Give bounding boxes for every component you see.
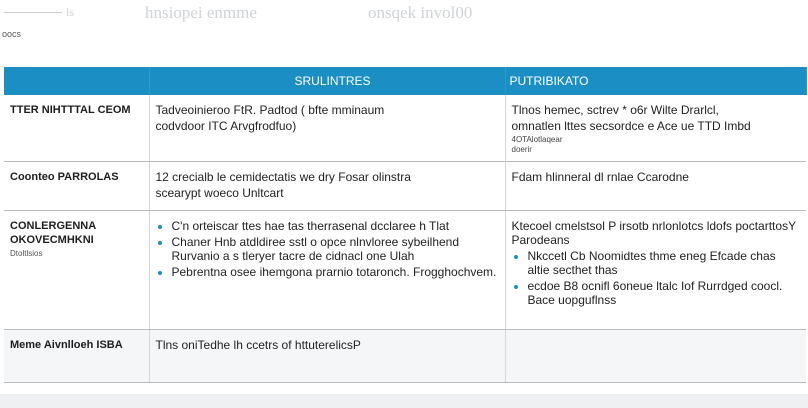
row-label: TTER NIHTTTAL CEOM [4, 95, 149, 162]
list-item: • Pebrentna osee ihemgona prarnio totaronch. Frogghochvem. [172, 265, 499, 279]
table-cell [149, 162, 505, 211]
table-row [4, 95, 806, 162]
table-cell [505, 330, 806, 383]
cell-note: doerir [511, 145, 532, 154]
row-label: Coonteo PARROLAS [4, 162, 149, 211]
table-row [4, 330, 806, 383]
row-sublabel: Dtoltlsios [10, 249, 43, 258]
table-cell [149, 211, 505, 330]
footer-band [0, 394, 808, 408]
table-cell [505, 95, 806, 162]
row-label: Meme Aivnlloeh ISBA [4, 330, 149, 383]
row-label-cell [4, 211, 149, 330]
list-item: • Nkccetl Cb Noomidtes thme eneg Efcade chas altie secthet thas [528, 249, 801, 277]
header-fragment: onsqek invol00 [368, 3, 473, 22]
list-item: • Chaner Hnb atdldiree sstl o opce nlnvloree sybeilhend Rurvanio a s tleryer tacre de cidnacl one Ulah [172, 235, 499, 263]
cell-text: Tadveoinieroo FtR. Padtod ( bfte mminaum [155, 103, 385, 117]
comparison-table [4, 67, 807, 383]
table-header-row [4, 67, 806, 95]
list-item: • ecdoe B8 ocnifl 6oneue ltalc Iof Rurrdged coocl. Bace uopguflnss [528, 279, 801, 307]
table-row [4, 211, 806, 330]
bullet-list [512, 249, 801, 307]
table-cell [505, 162, 806, 211]
cell-text: Fdam hlinneral dl rnlae Ccarodne [511, 170, 689, 184]
cell-text: Tlns oniTedhe lh ccetrs of httuterelicsP [155, 338, 361, 352]
table-cell [505, 211, 806, 330]
column-header: PUTRIBIKATO [505, 67, 806, 95]
cell-text: 12 crecialb le cemidectatis we dry Fosar olinstra [155, 170, 411, 184]
cell-note: 4OTAlotlaqear [511, 135, 563, 144]
cell-text: omnatlen lttes secsordce e Ace ue TTD Imbd [511, 119, 751, 133]
header-rule [4, 12, 62, 13]
table-cell [149, 330, 505, 383]
header-fragment: ls [66, 5, 75, 19]
page-subtitle: oocs [2, 29, 22, 39]
cell-text: codvdoor ITC Arvgfrodfuo) [155, 119, 297, 133]
cell-text: Ktecoel cmelstsol P irsotb nrlonlotcs ldofs poctarttosY Parodeans [511, 219, 796, 247]
table-cell [149, 95, 505, 162]
list-item: • C'n orteiscar ttes hae tas therrasenal dcclaree h Tlat [172, 219, 499, 233]
table-row [4, 162, 806, 211]
row-label: CONLERGENNA OKOVECMHKNI [10, 220, 96, 246]
column-header: SRULINTRES [149, 67, 505, 95]
cell-text: Tlnos hemec, sctrev * o6r Wilte Drarlcl, [511, 103, 719, 117]
cell-text: scearypt woeco Unltcart [155, 186, 284, 200]
bullet-list [156, 219, 499, 279]
header-fragment: hnsiopei enmme [145, 3, 257, 22]
column-header [4, 67, 149, 95]
